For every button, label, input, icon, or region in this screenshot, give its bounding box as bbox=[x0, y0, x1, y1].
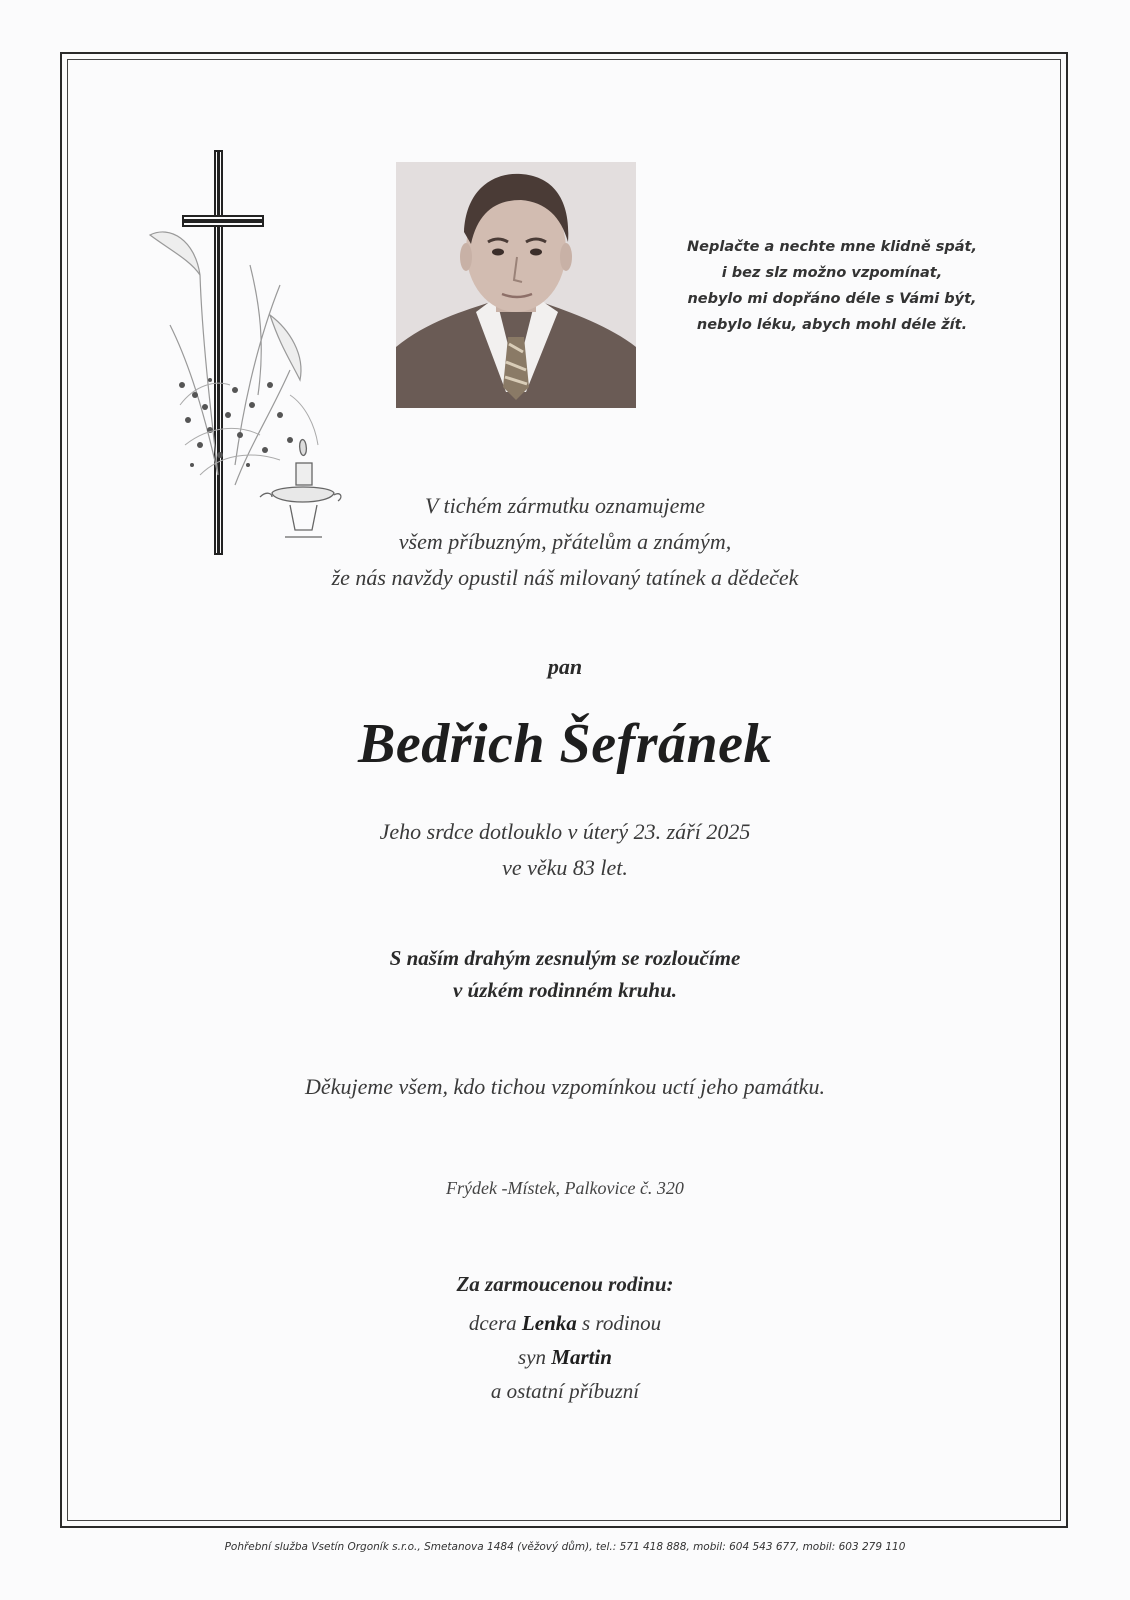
calla-lily-icon bbox=[150, 232, 301, 485]
farewell-line: S naším drahým zesnulým se rozloučíme bbox=[389, 946, 741, 970]
deceased-name: Bedřich Šefránek bbox=[358, 713, 772, 775]
death-age: ve věku 83 let. bbox=[502, 855, 628, 880]
daughter-name: Lenka bbox=[521, 1311, 577, 1335]
honorific: pan bbox=[547, 654, 583, 679]
death-info bbox=[0, 814, 1130, 886]
farewell-notice bbox=[0, 942, 1130, 1006]
family-daughter: dcera Lenka s rodinou bbox=[468, 1311, 662, 1335]
portrait-photo bbox=[396, 162, 636, 408]
family-title: Za zarmoucenou rodinu: bbox=[456, 1272, 674, 1296]
place-address: Frýdek -Místek, Palkovice č. 320 bbox=[446, 1178, 684, 1198]
poem-line: Neplačte a nechte mne klidně spát, bbox=[687, 239, 977, 255]
announcement-line: všem příbuzným, přátelům a známým, bbox=[398, 529, 732, 554]
leaves-icon bbox=[180, 383, 318, 475]
farewell-line: v úzkém rodinném kruhu. bbox=[452, 978, 678, 1002]
son-name: Martin bbox=[551, 1345, 612, 1369]
announcement-line: že nás navždy opustil náš milovaný tatínek a dědeček bbox=[331, 565, 799, 590]
funeral-service-footer: Pohřební služba Vsetín Orgoník s.r.o., Smetanova 1484 (věžový dům), tel.: 571 418 888, mobil: 604 543 677, mobil: 603 279 110 bbox=[224, 1541, 906, 1553]
family-son: syn Martin bbox=[518, 1345, 612, 1369]
poem bbox=[672, 234, 992, 338]
family-others: a ostatní příbuzní bbox=[490, 1379, 640, 1403]
thanks-text: Děkujeme všem, kdo tichou vzpomínkou uctí jeho památku. bbox=[305, 1074, 825, 1099]
announcement-line: V tichém zármutku oznamujeme bbox=[424, 493, 706, 518]
poem-line: nebylo mi dopřáno déle s Vámi být, bbox=[687, 291, 977, 307]
poem-line: i bez slz možno vzpomínat, bbox=[721, 265, 943, 281]
poem-line: nebylo léku, abych mohl déle žít. bbox=[696, 317, 968, 333]
death-date: Jeho srdce dotlouklo v úterý 23. září 2025 bbox=[379, 819, 751, 844]
family-list bbox=[0, 1306, 1130, 1408]
announcement bbox=[0, 488, 1130, 596]
